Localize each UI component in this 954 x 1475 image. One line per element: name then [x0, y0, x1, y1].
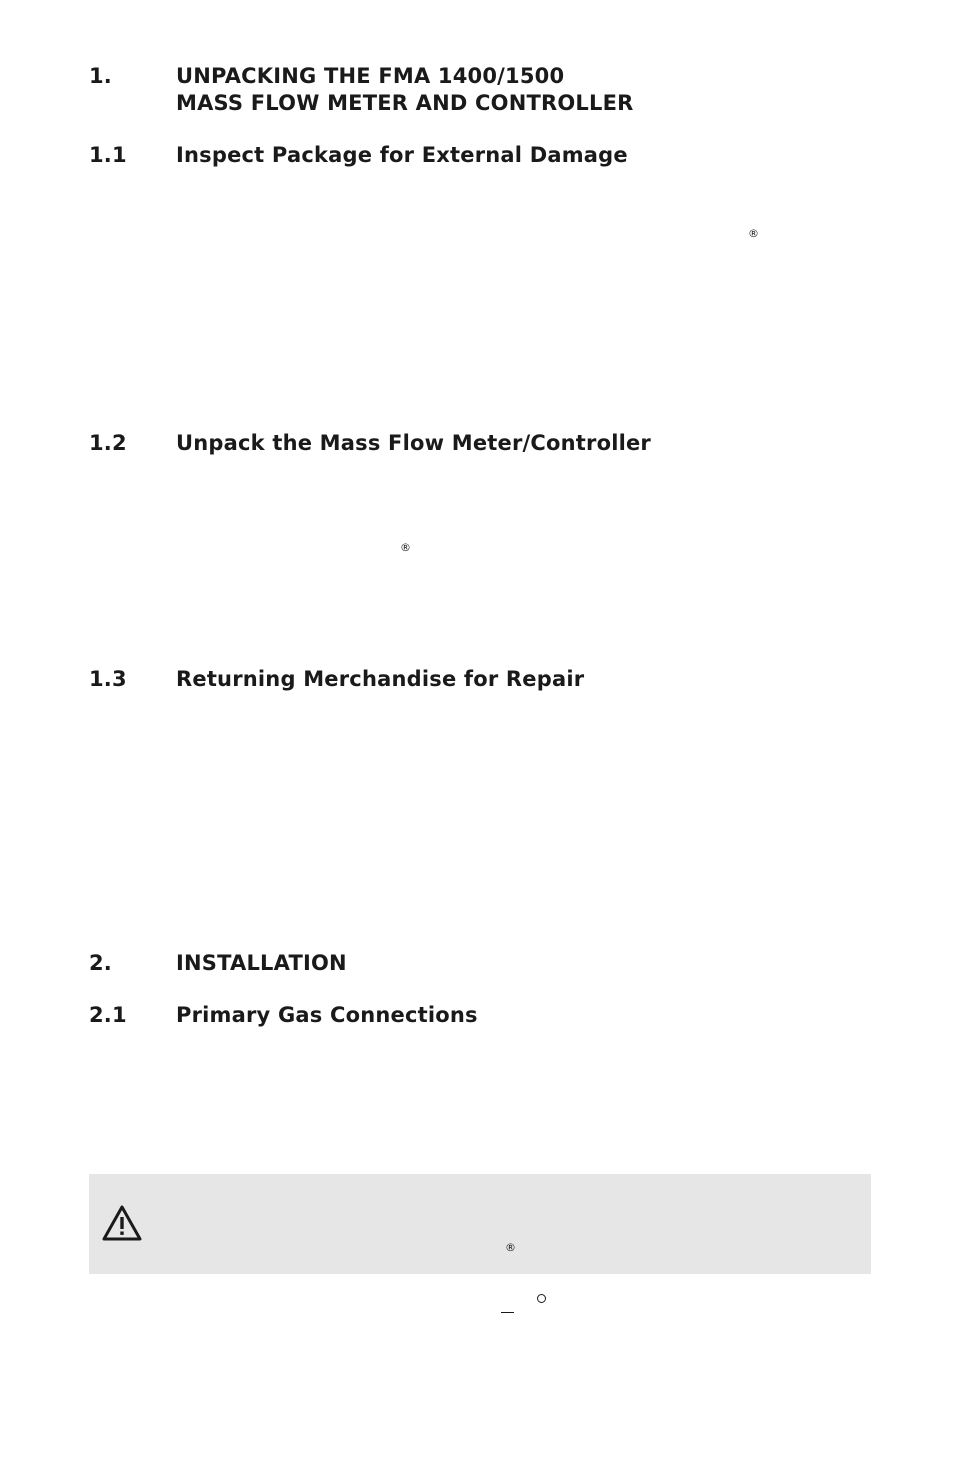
section-title: Unpack the Mass Flow Meter/Controller	[176, 431, 651, 455]
section-number: 1.1	[89, 143, 127, 167]
section-number: 1.	[89, 64, 112, 88]
registered-mark: ®	[505, 1241, 516, 1254]
section-title: Returning Merchandise for Repair	[176, 667, 585, 691]
section-title: Primary Gas Connections	[176, 1003, 478, 1027]
section-title: Inspect Package for External Damage	[176, 143, 628, 167]
section-title: INSTALLATION	[176, 951, 347, 975]
degree-mark	[537, 1294, 546, 1303]
section-number: 1.3	[89, 667, 127, 691]
section-number: 1.2	[89, 431, 127, 455]
registered-mark: ®	[748, 227, 759, 240]
section-number: 2.	[89, 951, 112, 975]
section-title: UNPACKING THE FMA 1400/1500 MASS FLOW METER AND CONTROLLER	[176, 64, 634, 115]
underline-mark	[501, 1312, 514, 1313]
section-number: 2.1	[89, 1003, 127, 1027]
warning-triangle-icon	[101, 1204, 143, 1242]
registered-mark: ®	[400, 541, 411, 554]
warning-box	[89, 1174, 871, 1274]
